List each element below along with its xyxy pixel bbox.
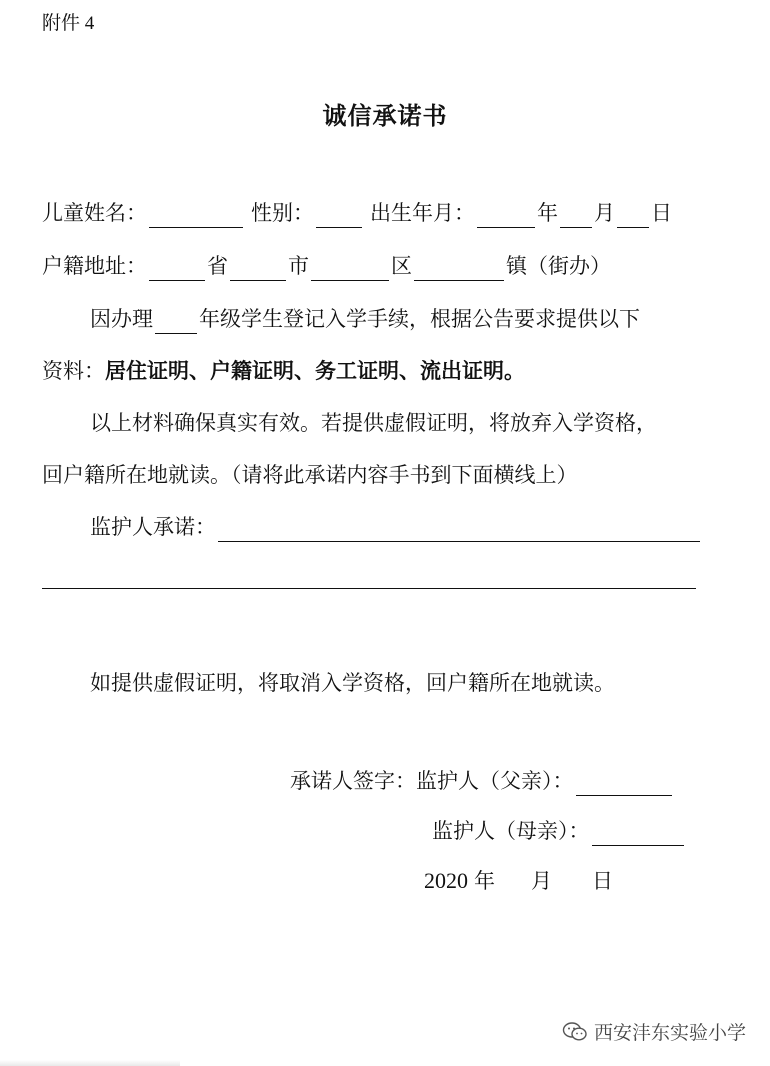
father-label: 监护人（父亲）： <box>416 769 574 793</box>
mother-label: 监护人（母亲）： <box>432 819 590 843</box>
pledge-label: 监护人承诺： <box>90 515 216 539</box>
district-unit: 区 <box>391 254 412 278</box>
birth-day-unit: 日 <box>651 201 672 225</box>
gender-blank[interactable] <box>316 205 362 228</box>
document-title: 诚信承诺书 <box>322 102 448 130</box>
pledge-blank[interactable] <box>218 519 700 542</box>
town-unit: 镇（街办） <box>506 254 611 278</box>
watermark <box>562 1018 746 1045</box>
city-unit: 市 <box>288 254 309 278</box>
pledge-line <box>90 512 702 542</box>
gender-label: 性别： <box>251 201 314 225</box>
signature-father-line <box>290 766 674 796</box>
birth-year-blank[interactable] <box>477 205 535 228</box>
address-line <box>42 251 611 281</box>
wechat-icon <box>562 1021 588 1043</box>
town-blank[interactable] <box>414 258 504 281</box>
materials-list: 居住证明、户籍证明、务工证明、流出证明。 <box>105 359 525 383</box>
address-label: 户籍地址： <box>42 254 147 278</box>
annex-label: 附件 4 <box>42 13 95 34</box>
birth-year-unit: 年 <box>537 201 558 225</box>
para2-line2: 回户籍所在地就读。（请将此承诺内容手书到下面横线上） <box>42 463 578 487</box>
pledge-continuation-line[interactable] <box>42 588 696 589</box>
date-year-value: 2020 <box>424 868 468 893</box>
signature-label: 承诺人签字： <box>290 769 416 793</box>
para1-part2: 年级学生登记入学手续，根据公告要求提供以下 <box>199 307 640 331</box>
child-name-blank[interactable] <box>149 205 243 228</box>
date-line <box>424 866 613 896</box>
mother-signature-blank[interactable] <box>592 823 684 846</box>
grade-blank[interactable] <box>155 311 197 334</box>
para2-line1: 以上材料确保真实有效。若提供虚假证明，将放弃入学资格， <box>90 411 657 435</box>
materials-lead: 资料： <box>42 359 105 383</box>
para1-line2 <box>42 356 525 386</box>
birth-day-blank[interactable] <box>617 205 649 228</box>
signature-mother-line <box>432 816 686 846</box>
father-signature-blank[interactable] <box>576 773 672 796</box>
warning-text: 如提供虚假证明，将取消入学资格，回户籍所在地就读。 <box>90 671 615 695</box>
birth-month-unit: 月 <box>594 201 615 225</box>
city-blank[interactable] <box>230 258 286 281</box>
birth-label: 出生年月： <box>370 201 475 225</box>
child-info-line <box>42 198 672 228</box>
date-month-unit: 月 <box>531 869 552 893</box>
child-name-label: 儿童姓名： <box>42 201 147 225</box>
date-day-unit: 日 <box>592 869 613 893</box>
para1-line1 <box>90 304 640 334</box>
date-year-unit: 年 <box>474 869 495 893</box>
page-corner-shadow <box>0 1060 180 1066</box>
watermark-text: 西安沣东实验小学 <box>593 1022 746 1044</box>
district-blank[interactable] <box>311 258 389 281</box>
birth-month-blank[interactable] <box>560 205 592 228</box>
para1-part1: 因办理 <box>90 307 153 331</box>
province-unit: 省 <box>207 254 228 278</box>
province-blank[interactable] <box>149 258 205 281</box>
